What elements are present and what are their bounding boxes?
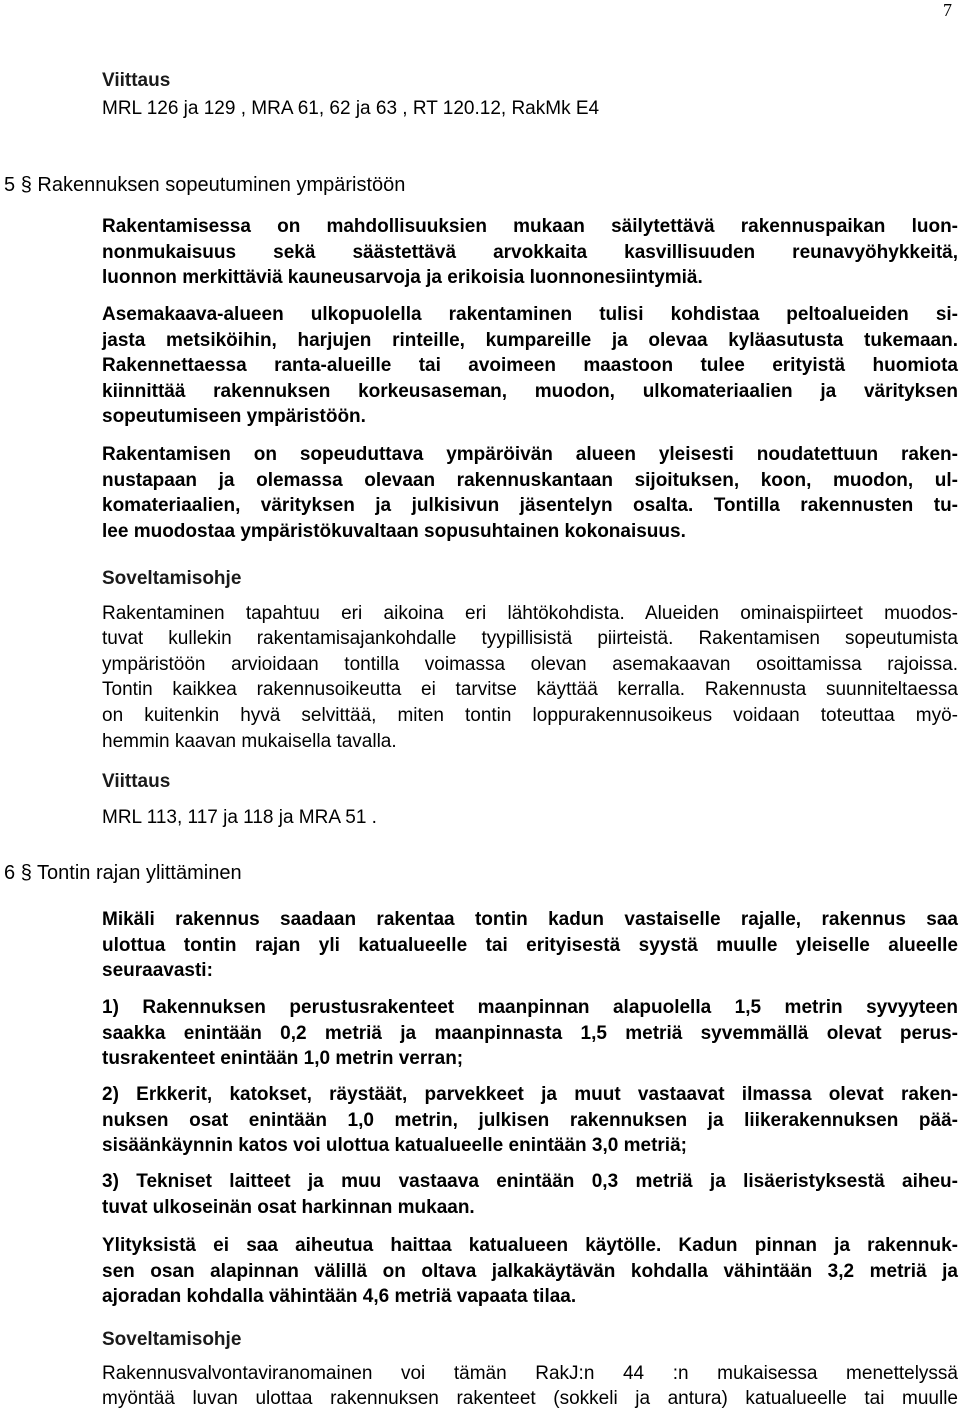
section-6-item-3 <box>102 1169 958 1220</box>
reference-text: MRL 126 ja 129 , MRA 61, 62 ja 63 , RT 120.12, RakMk E4 <box>102 97 600 119</box>
text-line: Rakentamisen on sopeuduttava ympäröivän alueen yleisesti noudatettuun raken- <box>102 444 958 465</box>
section-6-heading: Tontin rajan ylittäminen <box>37 862 242 884</box>
section-6-title <box>4 862 242 885</box>
text-line: ajoradan kohdalla vähintään 4,6 metriä vapaata tilaa. <box>102 1286 577 1308</box>
text-line: lee muodostaa ympäristökuvaltaan sopusuhtainen kokonaisuus. <box>102 520 686 542</box>
section-sign: § <box>20 174 32 196</box>
text-line: Mikäli rakennus saadaan rakentaa tontin kadun vastaiselle rajalle, rakennus saa <box>102 909 958 930</box>
text-line: Rakentamisessa on mahdollisuuksien mukaan säilytettävä rakennuspaikan luon- <box>102 216 958 237</box>
text-line: 3) Tekniset laitteet ja muu vastaava enintään 0,3 metriä ja lisäeristyksestä aiheu- <box>102 1171 958 1192</box>
text-line: ympäristöön arvioidaan tontilla voimassa olevan asemakaavan osoittamissa rajoissa. <box>102 653 958 675</box>
text-line: myöntää luvan ulottaa rakennuksen rakenteet (sokkeli ja antura) katualueelle tai muulle <box>102 1388 958 1410</box>
text-line: ulottua tontin rajan yli katualueelle tai erityisestä syystä muulle yleiselle alueelle <box>102 934 958 956</box>
reference-text: MRL 113, 117 ja 118 ja MRA 51 . <box>102 806 377 828</box>
text-line: Rakentaminen tapahtuu eri aikoina eri lähtökohdista. Alueiden ominaispiirteet muodos- <box>102 602 958 624</box>
text-line: Rakennettaessa ranta-alueille tai avoimeen maastoon tulee erityistä huomiota <box>102 355 958 377</box>
text-line: hemmin kaavan mukaisella tavalla. <box>102 730 397 752</box>
text-line: komateriaalien, värityksen ja julkisivun jäsentelyn osalta. Tontilla rakennusten tu- <box>102 495 958 517</box>
text-line: Tontin kaikkea rakennusoikeutta ei tarvitse käyttää kerralla. Rakennusta suunniteltaessa <box>102 679 958 701</box>
section-5-paragraph-1 <box>102 214 958 291</box>
guidance-label: Soveltamisohje <box>102 568 242 589</box>
section-5-number: 5 <box>4 174 16 196</box>
section-5-paragraph-3 <box>102 442 958 544</box>
text-line: Ylityksistä ei saa aiheutua haittaa katualueen käytölle. Kadun pinnan ja rakennuk- <box>102 1235 958 1256</box>
section-sign: § <box>20 862 32 884</box>
page-number: 7 <box>943 0 952 20</box>
section-6-paragraph-final <box>102 1233 958 1310</box>
text-line: tuvat ulkoseinän osat harkinnan mukaan. <box>102 1196 475 1218</box>
text-line: nustapaan ja olemassa olevaan rakennuskantaan sijoituksen, koon, muodon, ul- <box>102 469 958 491</box>
reference-label: Viittaus <box>102 70 171 91</box>
reference-label: Viittaus <box>102 771 171 792</box>
text-line: jasta metsiköihin, harjujen rinteille, kumpareille ja olevaa kyläasutusta tukemaan. <box>102 329 958 351</box>
text-line: luonnon merkittäviä kauneusarvoja ja erikoisia luonnonesiintymiä. <box>102 267 703 289</box>
section-5-title <box>4 174 405 197</box>
text-line: sisäänkäynnin katos voi ulottua katualueelle enintään 3,0 metriä; <box>102 1135 687 1157</box>
text-line: sopeutumiseen ympäristöön. <box>102 406 366 428</box>
section-5-heading: Rakennuksen sopeutuminen ympäristöön <box>37 174 406 196</box>
text-line: tusrakenteet enintään 1,0 metrin verran; <box>102 1048 464 1070</box>
text-line: nuksen osat enintään 1,0 metrin, julkisen rakennuksen ja liikerakennuksen pää- <box>102 1109 958 1131</box>
reference-block-top <box>102 68 958 121</box>
text-line: 2) Erkkerit, katokset, räystäät, parvekkeet ja muut vastaavat ilmassa olevat raken- <box>102 1084 958 1105</box>
section-6-number: 6 <box>4 862 16 884</box>
text-line: on kuitenkin hyvä selvittää, miten tontin loppurakennusoikeus voidaan toteuttaa myö- <box>102 704 958 726</box>
text-line: Asemakaava-alueen ulkopuolella rakentaminen tulisi kohdistaa peltoalueiden si- <box>102 304 958 325</box>
section-6-item-1 <box>102 995 958 1072</box>
text-line: kiinnittää rakennuksen korkeusaseman, muodon, ulkomateriaalien ja värityksen <box>102 380 958 402</box>
section-5-guidance <box>102 566 958 754</box>
text-line: Rakennusvalvontaviranomainen voi tämän RakJ:n 44 :n mukaisessa menettelyssä <box>102 1362 958 1384</box>
guidance-label: Soveltamisohje <box>102 1329 242 1350</box>
text-line: sen osan alapinnan välillä on oltava jalkakäytävän kohdalla vähintään 3,2 metriä ja <box>102 1260 958 1282</box>
section-6-item-2 <box>102 1082 958 1159</box>
section-6-intro <box>102 907 958 984</box>
text-line: seuraavasti: <box>102 960 213 982</box>
text-line: saakka enintään 0,2 metriä ja maanpinnasta 1,5 metriä syvemmällä olevat perus- <box>102 1022 958 1044</box>
text-line: 1) Rakennuksen perustusrakenteet maanpinnan alapuolella 1,5 metrin syvyyteen <box>102 997 958 1018</box>
section-5-paragraph-2 <box>102 302 958 430</box>
section-5-reference <box>102 769 958 830</box>
text-line: nonmukaisuus sekä säästettävä arvokkaita kasvillisuuden reunavyöhykkeitä, <box>102 241 958 263</box>
text-line: tuvat kullekin rakentamisajankohdalle tyypillisistä piirteistä. Rakentamisen sopeutumista <box>102 628 958 650</box>
section-6-guidance <box>102 1327 958 1412</box>
